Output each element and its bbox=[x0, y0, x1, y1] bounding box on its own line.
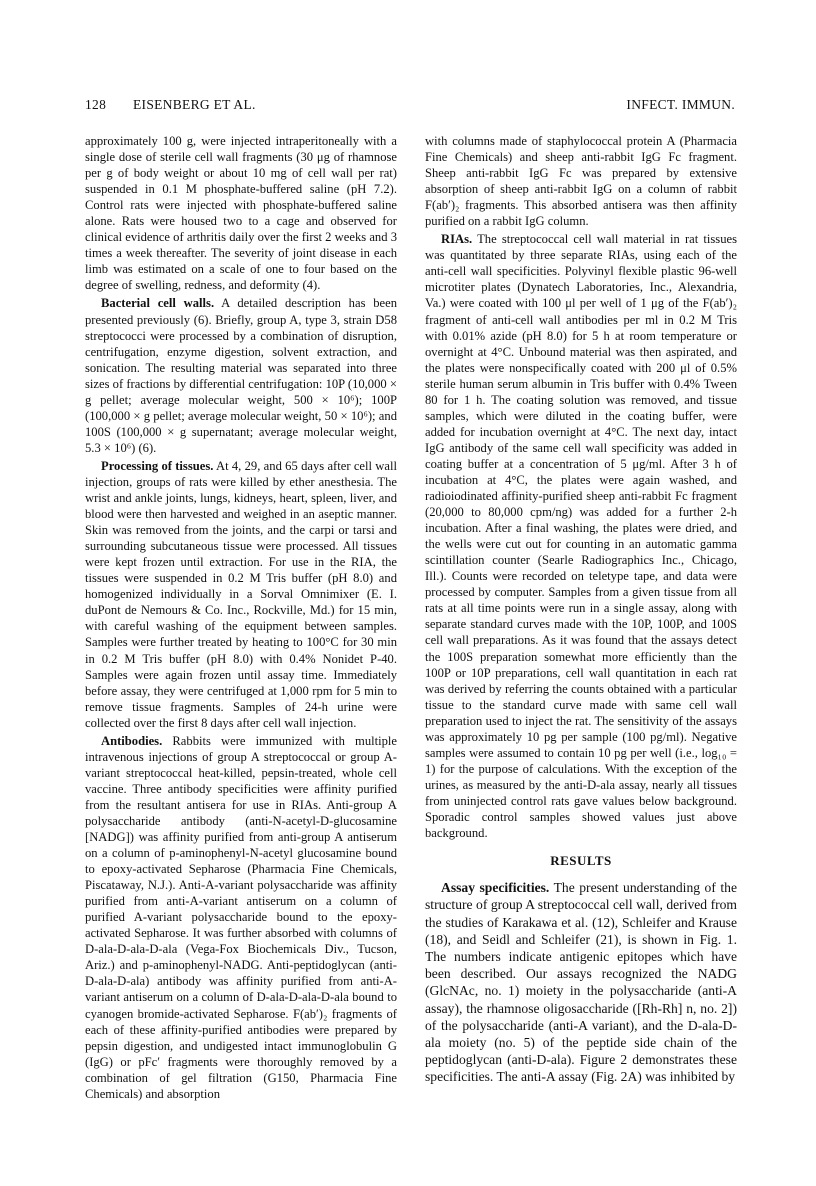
paragraph-rias bbox=[425, 231, 737, 841]
heading-rias: RIAs. bbox=[441, 232, 473, 247]
paragraph-bacterial-cell-walls bbox=[85, 295, 397, 455]
paragraph-assay-specificities bbox=[425, 879, 737, 1085]
text-rias: The streptococcal cell wall material in rat tissues was quantitated by three separate RIAs, using each of the anti-cell wall specificities. Polyvinyl flexible plastic 96-well microtiter plates (Dynatech Laboratories, Inc., Alexandria, Va.) were coated with 100 μl per well of 1 μg of the F(ab′)₂ fragment of anti-cell wall antibodies per ml in 0.2 M Tris with 0.01% azide (pH 8.0) for 5 h at room temperature or overnight at 4°C. Unbound material was then aspirated, and the plates were nonspecifically coated with 200 μl of 0.5% sterile human serum albumin in Tris buffer with 0.4% Tween 80 for 1 h. The coating solution was removed, and tissue samples, which were diluted in the coating buffer, were added for incubation overnight at 4°C. The next day, intact IgG antibody of the same cell wall specificity was added in coating buffer at a concentration of 5 μg/ml. After 3 h of incubation at 4°C, the plates were again washed, and radioiodinated affinity-purified sheep anti-rabbit Fc fragment (20,000 to 80,000 cpm/ng) was added for a further 2-h incubation. After a final washing, the plates were dried, and the wells were cut out for counting in an automatic gamma scintillation counter (Searle Radiographics Inc., Chicago, Ill.). Counts were recorded on teletype tape, and data were processed by computer. Samples from a given tissue from all rats at all time points were run in a single assay, along with separate standard curves made with the 10P, 100P, and 100S cell wall preparations. As it was found that the assays detect the 100S preparation somewhat more efficiently than the 100P or 10P preparations, cell wall quantitation in each rat was derived by referring the counts obtained with a particular tissue to the standard curve made with same cell wall preparation used to inject the rat. The sensitivity of the assays was approximately 10 pg per sample (100 pg/ml). Negative samples were assumed to contain 10 pg per well (i.e., log₁₀ = 1) for the purpose of calculations. With the exception of the urines, as measured by the anti-D-ala assay, nearly all tissues from uninjected control rats gave values below background. Sporadic control samples showed values just above background. bbox=[425, 232, 737, 841]
journal-name: INFECT. IMMUN. bbox=[626, 97, 735, 112]
text-assay-specificities: The present understanding of the structure of group A streptococcal cell wall, derived from the studies of Karakawa et al. (12), Schleifer and Krause (18), and Seidl and Schleifer (21), is shown in Fig. 1. The numbers indicate antigenic epitopes which have been described. Our assays recognized the NADG (GlcNAc, no. 1) moiety in the polysaccharide (anti-A assay), the rhamnose oligosaccharide ([Rh-Rh] n, no. 2]) of the polysaccharide (anti-A variant), and the D-ala-D-ala moiety (no. 5) of the peptide side chain of the peptidoglycan (anti-D-ala). Figure 2 demonstrates these specificities. The anti-A assay (Fig. 2A) was inhibited by bbox=[425, 880, 737, 1085]
heading-bacterial-cell-walls: Bacterial cell walls. bbox=[101, 296, 215, 311]
heading-assay-specificities: Assay specificities. bbox=[441, 880, 550, 896]
paragraph-processing-of-tissues bbox=[85, 458, 397, 731]
text-antibodies: Rabbits were immunized with multiple intravenous injections of group A streptococcal or group A-variant streptococcal heat-killed, pepsin-treated, whole cell vaccine. Three antibody specificities were affinity purified from the resultant antisera for use in RIAs. Anti-group A polysaccharide antibody (anti-N-acetyl-D-glucosamine [NADG]) was affinity purified from anti-group A antiserum on a column of p-aminophenyl-N-acetyl glucosamine bound to epoxy-activated Sepharose (Pharmacia Fine Chemicals, Piscataway, N.J.). Anti-A-variant polysaccharide was affinity purified from anti-A-variant antiserum on a column of purified A-variant polysaccharide bound to the epoxy-activated Sepharose. It was further absorbed with columns of D-ala-D-ala-D-ala (Vega-Fox Biochemicals Div., Tucson, Ariz.) and p-aminophenyl-NADG. Anti-peptidoglycan (anti-D-ala-D-ala) antibody was affinity purified from anti-A-variant antiserum on a column of D-ala-D-ala-D-ala bound to cyanogen bromide-activated Sepharose. F(ab′)₂ fragments of each of these affinity-purified antibodies were prepared by pepsin digestion, and undigested intact immunoglobulin G (IgG) or pFc′ fragments were thoroughly removed by a combination of gel filtration (G150, Pharmacia Fine Chemicals) and absorption bbox=[85, 733, 397, 1101]
text-bacterial-cell-walls: A detailed description has been presented previously (6). Briefly, group A, type 3, strain D58 streptococci were processed by a combination of disruption, centrifugation, enzyme digestion, solvent extraction, and sonication. The resulting material was separated into three sizes of fractions by differential centrifugation: 10P (10,000 × g pellet; average molecular weight, 500 × 10⁶); 100P (100,000 × g pellet; average molecular weight, 50 × 10⁶); and 100S (100,000 × g supernatant; average molecular weight, 5.3 × 10⁶) (6). bbox=[85, 296, 398, 455]
heading-processing-of-tissues: Processing of tissues. bbox=[101, 458, 214, 473]
text-processing-of-tissues: At 4, 29, and 65 days after cell wall injection, groups of rats were killed by ether anesthesia. The wrist and ankle joints, lungs, kidneys, heart, spleen, liver, and blood were then harvested and weighed in an aseptic manner. Skin was removed from the joints, and the carpi or tarsi and surrounding subcutaneous tissue were processed. All tissues were kept frozen until extraction. For use in the RIA, the tissues were suspended in 0.2 M Tris buffer (pH 8.0) and homogenized individually in a Sorval Omnimixer (E. I. duPont de Nemours & Co. Inc., Rockville, Md.) for 15 min, with careful washing of the equipment between samples. Samples were further treated by heating to 100°C for 30 min in 0.2 M Tris buffer (pH 8.0) with 0.4% Nonidet P-40. Samples were again frozen until assay time. Immediately before assay, they were centrifuged at 1,000 rpm for 5 min to remove tissue fragments. Samples of 24-h urine were collected over the first 8 days after cell wall injection. bbox=[85, 458, 397, 730]
paragraph-absorption-continued: with columns made of staphylococcal protein A (Pharmacia Fine Chemicals) and sheep anti-rabbit IgG Fc fragment. Sheep anti-rabbit IgG Fc was prepared by extensive absorption of sheep anti-rabbit IgG on a column of rabbit F(ab′)₂ fragments. This absorbed antisera was then affinity purified on a rabbit IgG column. bbox=[425, 134, 737, 229]
running-header bbox=[85, 97, 735, 117]
heading-antibodies: Antibodies. bbox=[101, 733, 163, 748]
right-column bbox=[425, 133, 737, 1086]
page-number: 128 bbox=[85, 97, 107, 112]
running-authors: EISENBERG ET AL. bbox=[133, 97, 256, 112]
paragraph-antibodies bbox=[85, 733, 397, 1102]
section-heading-results: RESULTS bbox=[550, 853, 612, 869]
left-column bbox=[85, 133, 397, 1102]
paragraph-rats-injection: approximately 100 g, were injected intraperitoneally with a single dose of sterile cell wall fragments (30 μg of rhamnose per g of body weight or about 10 mg of cell wall per rat) suspended in 0.1 M phosphate-buffered saline (pH 7.2). Control rats were injected with phosphate-buffered saline alone. Rats were housed two to a cage and observed for clinical evidence of arthritis daily over the first 2 weeks and 3 times a week thereafter. The severity of joint disease in each limb was estimated on a scale of one to four based on the degree of swelling, redness, and deformity (4). bbox=[85, 134, 397, 293]
